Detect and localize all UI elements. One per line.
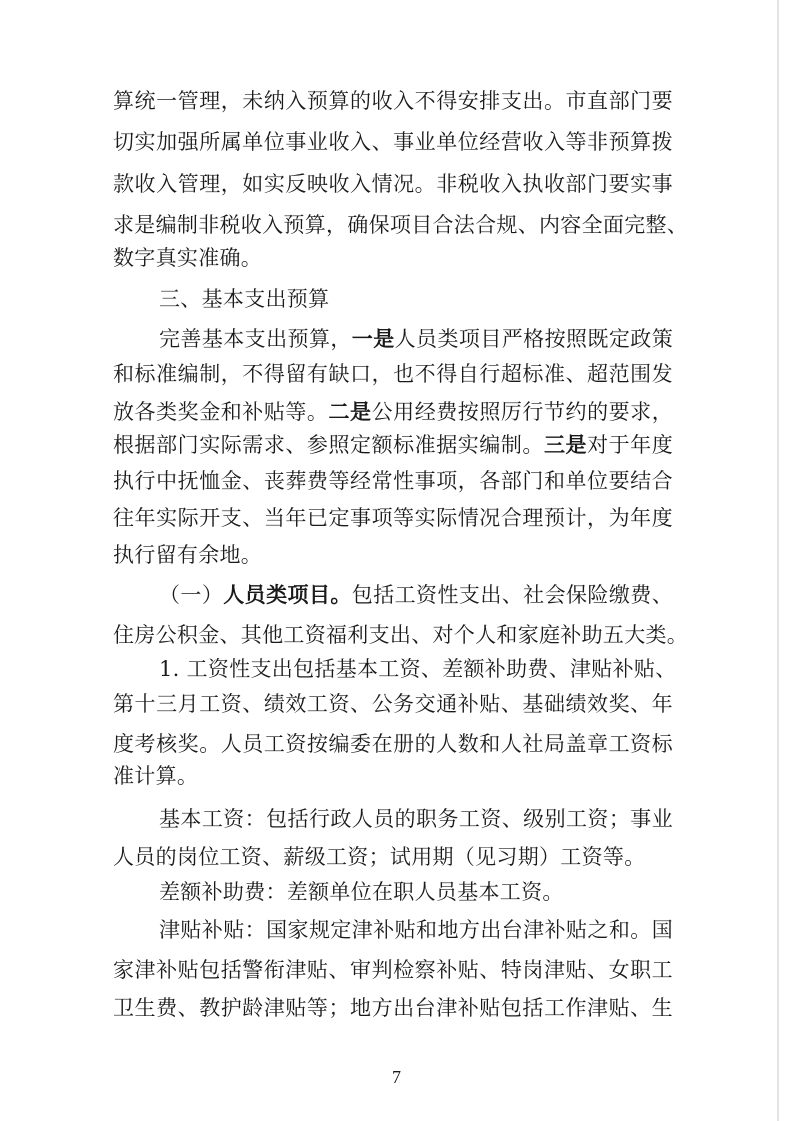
paragraph-line: 卫生费、教护龄津贴等；地方出台津补贴包括工作津贴、生 bbox=[113, 996, 673, 1020]
paragraph-line: 人员的岗位工资、薪级工资；试用期（见习期）工资等。 bbox=[113, 845, 646, 869]
paragraph-line: 津贴补贴：国家规定津补贴和地方出台津补贴之和。国 bbox=[159, 918, 673, 942]
section-heading: 三、基本支出预算 bbox=[159, 287, 330, 311]
paragraph-line: 第十三月工资、绩效工资、公务交通补贴、基础绩效奖、年 bbox=[113, 692, 673, 716]
subsection-title: 人员类项目。 bbox=[223, 582, 352, 607]
paragraph-line bbox=[113, 397, 673, 427]
text-run: 放各类奖金和补贴等。 bbox=[113, 400, 329, 424]
text-run: 对于年度 bbox=[587, 433, 674, 457]
emphasis-first: 一是 bbox=[351, 326, 395, 351]
paragraph-line: 和标准编制，不得留有缺口，也不得自行超标准、超范围发 bbox=[113, 362, 673, 386]
text-run: 公用经费按照厉行节约的要求， bbox=[371, 400, 674, 424]
paragraph-line: 家津补贴包括警衔津贴、审判检察补贴、特岗津贴、女职工 bbox=[113, 958, 673, 982]
paragraph-line: 差额补助费：差额单位在职人员基本工资。 bbox=[159, 880, 564, 904]
paragraph-line: 度考核奖。人员工资按编委在册的人数和人社局盖章工资标 bbox=[113, 732, 673, 756]
paragraph-line: 基本工资：包括行政人员的职务工资、级别工资；事业 bbox=[159, 807, 673, 831]
paragraph-line: 执行中抚恤金、丧葬费等经常性事项，各部门和单位要结合 bbox=[113, 469, 673, 493]
paragraph-line bbox=[159, 324, 673, 354]
text-line: 切实加强所属单位事业收入、事业单位经营收入等非预算拨 bbox=[113, 130, 673, 154]
paragraph-line: 执行留有余地。 bbox=[113, 543, 263, 567]
page-number: 7 bbox=[392, 1067, 401, 1087]
text-line: 求是编制非税收入预算，确保项目合法合规、内容全面完整、 bbox=[113, 213, 689, 237]
paragraph-line bbox=[113, 430, 673, 460]
subsection-number: （一） bbox=[159, 583, 224, 607]
paragraph-line: 往年实际开支、当年已定事项等实际情况合理预计，为年度 bbox=[113, 506, 673, 530]
text-run: 根据部门实际需求、参照定额标准据实编制。 bbox=[113, 433, 544, 457]
paragraph-line: 住房公积金、其他工资福利支出、对个人和家庭补助五大类。 bbox=[113, 623, 689, 647]
text-line: 数字真实准确。 bbox=[113, 246, 263, 270]
emphasis-third: 三是 bbox=[543, 432, 588, 457]
text-run: 完善基本支出预算， bbox=[159, 327, 352, 351]
text-run: 人员类项目严格按照既定政策 bbox=[394, 327, 673, 351]
emphasis-second: 二是 bbox=[328, 399, 372, 424]
text-line: 算统一管理，未纳入预算的收入不得安排支出。市直部门要 bbox=[113, 89, 673, 113]
paragraph-line: 1. 工资性支出包括基本工资、差额补助费、津贴补贴、 bbox=[159, 657, 677, 681]
subsection-line bbox=[159, 580, 673, 610]
text-line: 款收入管理，如实反映收入情况。非税收入执收部门要实事 bbox=[113, 172, 673, 196]
paragraph-line: 准计算。 bbox=[113, 764, 199, 788]
text-run: 包括工资性支出、社会保险缴费、 bbox=[351, 583, 673, 607]
